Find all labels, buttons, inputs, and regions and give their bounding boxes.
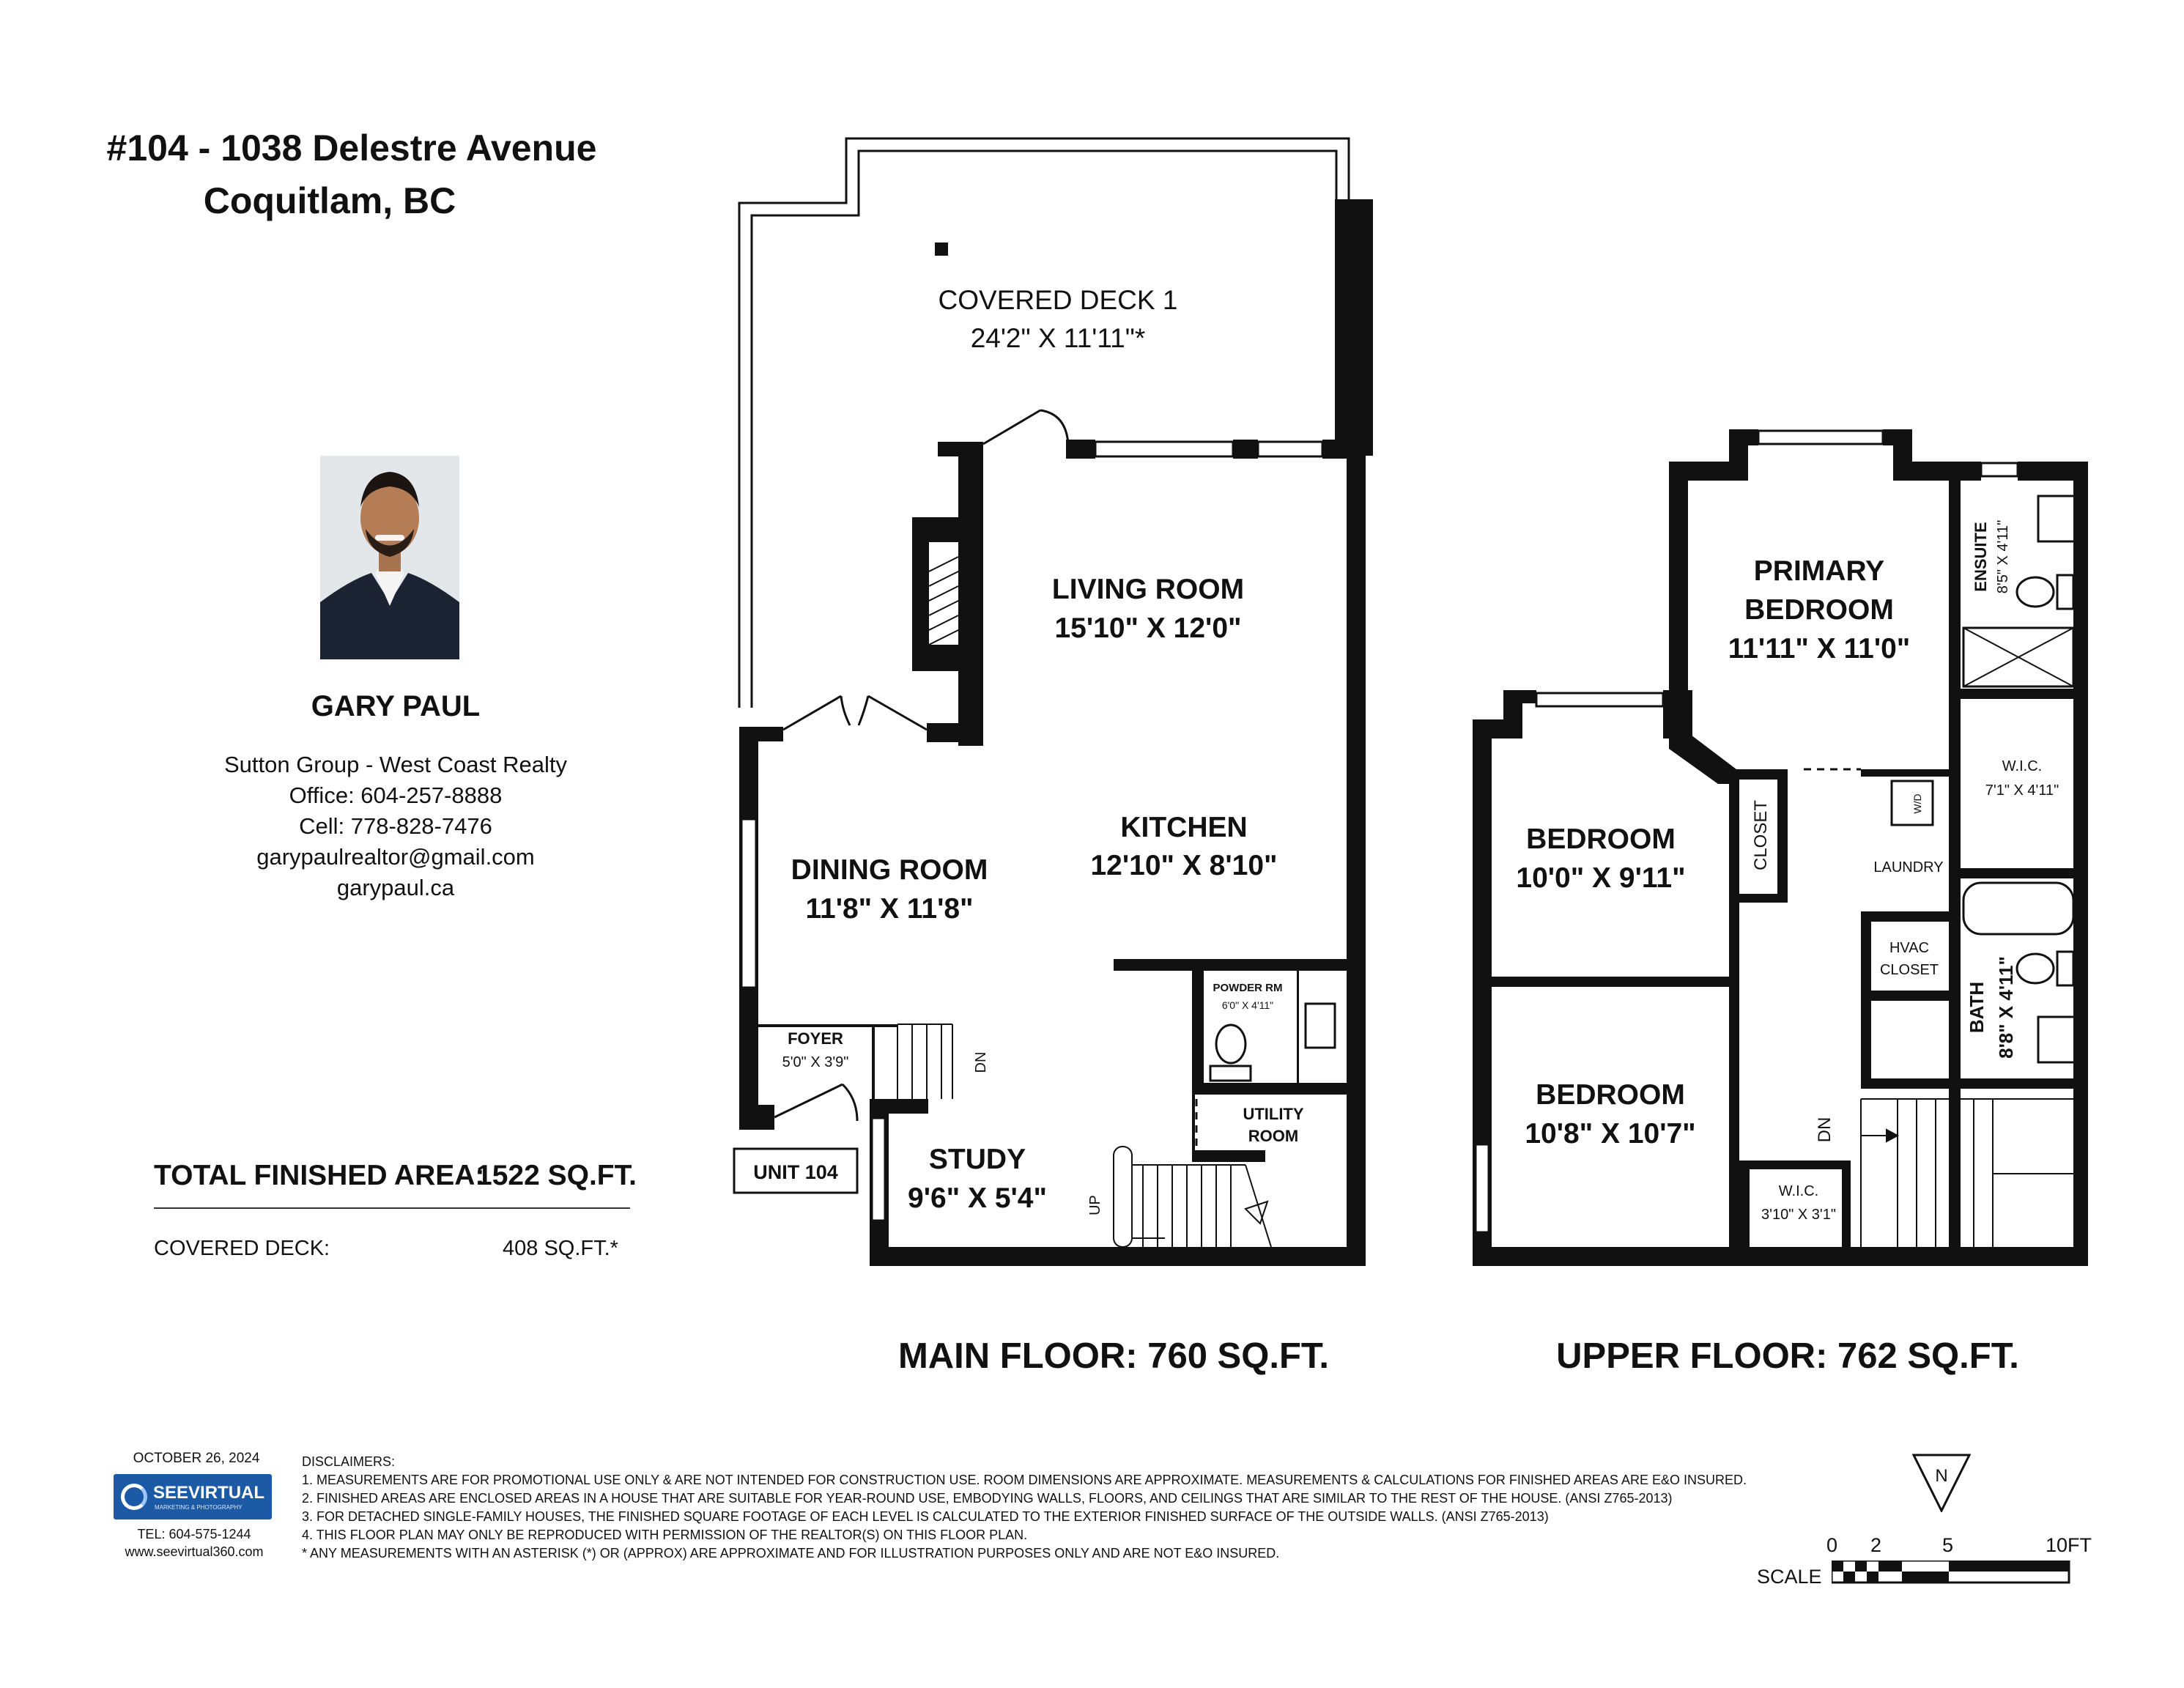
primary-window [1758, 431, 1883, 444]
living-window-2 [1258, 442, 1322, 456]
agent-office-phone: Office: 604-257-8888 [289, 782, 503, 808]
disclaimer-title: DISCLAIMERS: [302, 1454, 396, 1469]
study-name: STUDY [928, 1144, 1026, 1175]
study-window [872, 1118, 885, 1221]
powder-toilet [1216, 1025, 1245, 1063]
foyer-stair-wall [872, 1024, 875, 1105]
front-door-swing [774, 1084, 857, 1121]
foyer-dim: 5'0" X 3'9" [782, 1054, 849, 1070]
bath-sink [2038, 1017, 2075, 1062]
agent-cell-phone: Cell: 778-828-7476 [299, 813, 492, 839]
foyer-dn: DN [973, 1051, 989, 1073]
hvac-label-2: CLOSET [1879, 962, 1939, 978]
ensuite-window [1981, 463, 2018, 476]
deck-area-label: COVERED DECK: [154, 1237, 330, 1260]
hvac-south-wall [1861, 991, 1949, 1001]
bedroom2-dim: 10'0" X 9'11" [1516, 862, 1686, 894]
agent-website[interactable]: garypaul.ca [336, 875, 455, 900]
scale-bar [1832, 1561, 2073, 1587]
foyer-north-wall [758, 1024, 897, 1027]
wic2-north-wall [1739, 1160, 1842, 1169]
dining-window [741, 819, 756, 988]
disclaimer-5: * ANY MEASUREMENTS WITH AN ASTERISK (*) OR (APPROX) ARE APPROXIMATE AND FOR ILLUSTRATION PURPOSES ONLY AND ARE NOT E&O INSURED. [302, 1546, 1280, 1561]
logo-text: SEEVIRTUAL [153, 1483, 265, 1503]
ensuite-north-wall [1893, 462, 1981, 481]
primary-west-wall [1669, 462, 1688, 740]
bedroom3-name: BEDROOM [1536, 1079, 1685, 1111]
disclaimer-3: 3. FOR DETACHED SINGLE-FAMILY HOUSES, THE FINISHED SQUARE FOOTAGE OF EACH LEVEL IS CALCULATED TO THE EXTERIOR FINISHED SURFACE OF THE OUTSIDE WALLS. (ANSI Z765-2013) [302, 1509, 1549, 1524]
primary-diagonal-wall [1669, 733, 1736, 784]
laundry-north-wall [1861, 769, 1956, 777]
deck-area-value: 408 SQ.FT.* [503, 1237, 618, 1260]
main-south-wall [870, 1247, 1366, 1266]
primary-north-cap-left [1729, 429, 1758, 445]
scale-label: SCALE [1757, 1566, 1822, 1588]
dining-french-doors [783, 696, 927, 730]
bedroom-divider [1492, 977, 1736, 987]
deck-room-dim: 24'2" X 11'11"* [970, 323, 1146, 353]
deck-outline-inner [752, 151, 1336, 708]
agent-name: GARY PAUL [311, 690, 481, 722]
main-floor-plan [734, 138, 1373, 1266]
upper-floor-label: UPPER FLOOR: 762 SQ.FT. [1556, 1336, 2019, 1376]
living-room-name: LIVING ROOM [1051, 574, 1245, 605]
upper-floor-plan [1473, 429, 2088, 1266]
bath-south-wall [1861, 1078, 2088, 1089]
powder-room-name: POWDER RM [1213, 982, 1283, 994]
ensuite-name: ENSUITE [1972, 522, 1990, 592]
dining-northwest-wall [739, 727, 783, 741]
deck-post [935, 243, 948, 256]
address-line-1: #104 - 1038 Delestre Avenue [106, 127, 597, 169]
living-room-dim: 15'10" X 12'0" [1054, 612, 1242, 644]
laundry-label: LAUNDRY [1873, 859, 1944, 876]
ensuite-north-wall-right [2018, 462, 2088, 481]
wic1-name: W.I.C. [2002, 758, 2043, 774]
living-north-wall-1 [1066, 440, 1095, 459]
main-east-wall [1347, 456, 1366, 1266]
scale-tick-10: 10FT [2046, 1534, 2092, 1556]
powder-west-wall [1192, 959, 1204, 1091]
deck-privacy-wall [1335, 199, 1373, 456]
scale-tick-5: 5 [1942, 1534, 1954, 1556]
powder-sink [1306, 1004, 1335, 1048]
utility-west-wall [1192, 1092, 1195, 1162]
primary-bedroom-name-2: BEDROOM [1744, 594, 1894, 626]
wic-laundry-divider [1949, 868, 2088, 878]
scale-tick-2: 2 [1870, 1534, 1882, 1556]
seevirtual-phone: TEL: 604-575-1244 [137, 1527, 251, 1541]
ensuite-toilet-tank [2057, 575, 2073, 609]
total-area-label: TOTAL FINISHED AREA: [154, 1160, 485, 1191]
agent-brokerage: Sutton Group - West Coast Realty [223, 752, 568, 777]
powder-toilet-tank [1210, 1066, 1251, 1081]
powder-room-dim: 6'0" X 4'11" [1221, 999, 1274, 1011]
foyer-stairs [897, 1024, 952, 1099]
scale-tick-0: 0 [1826, 1534, 1838, 1556]
logo-subtext: MARKETING & PHOTOGRAPHY [155, 1504, 243, 1511]
seevirtual-website[interactable]: www.seevirtual360.com [125, 1544, 264, 1559]
dining-north-wall-right [927, 723, 980, 742]
bedroom2-north-cap [1503, 690, 1536, 703]
bath-tub [1963, 883, 2073, 934]
wd-label: W/D [1911, 793, 1923, 814]
disclaimer-2: 2. FINISHED AREAS ARE ENCLOSED AREAS IN A HOUSE THAT ARE SUITABLE FOR YEAR-ROUND USE, EMBODYING WALLS, FLOORS, AND CEILINGS THAT ARE SIMILAR TO THE REST OF THE HOUSE. (ANSI Z765-2013) [302, 1491, 1673, 1506]
bedroom3-dim: 10'8" X 10'7" [1525, 1118, 1696, 1150]
powder-vanity-line [1297, 971, 1299, 1084]
bedroom2-window [1536, 693, 1663, 706]
agent-email[interactable]: garypaulrealtor@gmail.com [256, 844, 535, 870]
closet-south-wall [1736, 894, 1788, 903]
deck-door-swing [983, 410, 1068, 444]
bath-toilet [2017, 954, 2054, 983]
kitchen-name: KITCHEN [1120, 812, 1248, 843]
primary-bedroom-dim: 11'11" X 11'0" [1728, 633, 1911, 665]
disclaimer-1: 1. MEASUREMENTS ARE FOR PROMOTIONAL USE ONLY & ARE NOT INTENDED FOR CONSTRUCTION USE. ROOM DIMENSIONS ARE APPROXIMATE. MEASUREMENTS & CALCULATIONS FOR FINISHED AREAS ARE E&O INSURED. [302, 1473, 1747, 1487]
north-label: N [1935, 1466, 1948, 1486]
living-north-wall-2 [1233, 440, 1258, 459]
wic2-name: W.I.C. [1778, 1183, 1819, 1199]
kitchen-dim: 12'10" X 8'10" [1090, 850, 1278, 881]
bedroom3-window [1476, 1144, 1489, 1232]
foyer-name: FOYER [788, 1029, 843, 1048]
living-north-wall-3 [1322, 440, 1366, 459]
wic2-east-wall [1842, 1160, 1851, 1247]
hvac-label-1: HVAC [1889, 940, 1930, 956]
ensuite-wic-divider [1949, 689, 2088, 699]
bath-name: BATH [1966, 981, 1988, 1034]
total-area-value: 1522 SQ.FT. [476, 1160, 637, 1191]
seevirtual-logo [114, 1474, 272, 1519]
deck-room-name: COVERED DECK 1 [938, 285, 1178, 315]
bath-dim: 8'8" X 4'11" [1995, 956, 2017, 1059]
deck-outline-outer [739, 138, 1349, 708]
study-dim: 9'6" X 5'4" [908, 1182, 1047, 1214]
ensuite-sink [2038, 496, 2075, 541]
dining-room-dim: 11'8" X 11'8" [805, 893, 974, 925]
disclaimer-4: 4. THIS FLOOR PLAN MAY ONLY BE REPRODUCED WITH PERMISSION OF THE REALTOR(S) ON THIS FLOOR PLAN. [302, 1528, 1028, 1542]
bath-toilet-tank [2057, 952, 2073, 985]
foyer-southwest-wall [739, 1105, 774, 1130]
upper-dn: DN [1815, 1117, 1835, 1143]
primary-bedroom-name-1: PRIMARY [1753, 555, 1885, 587]
unit-tag: UNIT 104 [753, 1161, 838, 1183]
study-up: UP [1087, 1195, 1103, 1215]
plan-date: OCTOBER 26, 2024 [133, 1451, 260, 1466]
main-floor-label: MAIN FLOOR: 760 SQ.FT. [897, 1336, 1330, 1376]
hvac-north-wall [1861, 911, 1949, 922]
ensuite-toilet [2017, 577, 2054, 607]
address-line-2: Coquitlam, BC [203, 180, 456, 221]
upper-stairs [1861, 1099, 2073, 1247]
powder-south-wall [1192, 1083, 1366, 1095]
living-window-1 [1095, 442, 1233, 456]
upper-east-wall [2073, 462, 2088, 1266]
upper-south-wall [1473, 1247, 2088, 1266]
closet-east-wall [1777, 769, 1788, 901]
bedroom2-name: BEDROOM [1526, 823, 1676, 855]
utility-room-name-1: UTILITY [1243, 1105, 1304, 1123]
utility-room-name-2: ROOM [1248, 1127, 1299, 1145]
north-arrow-icon [1912, 1454, 1971, 1512]
logo-swirl-icon [121, 1484, 147, 1510]
utility-south-wall [1192, 1150, 1265, 1162]
closet-label: CLOSET [1751, 799, 1771, 871]
wic1-dim: 7'1" X 4'11" [1985, 782, 2059, 799]
wic2-dim: 3'10" X 3'1" [1761, 1207, 1836, 1223]
dining-room-name: DINING ROOM [791, 854, 988, 886]
ensuite-dim: 8'5" X 4'11" [1995, 519, 2011, 594]
disclaimers [302, 1453, 1767, 1563]
foyer-south-wall [870, 1099, 928, 1114]
kitchen-south-wall [1114, 959, 1366, 971]
